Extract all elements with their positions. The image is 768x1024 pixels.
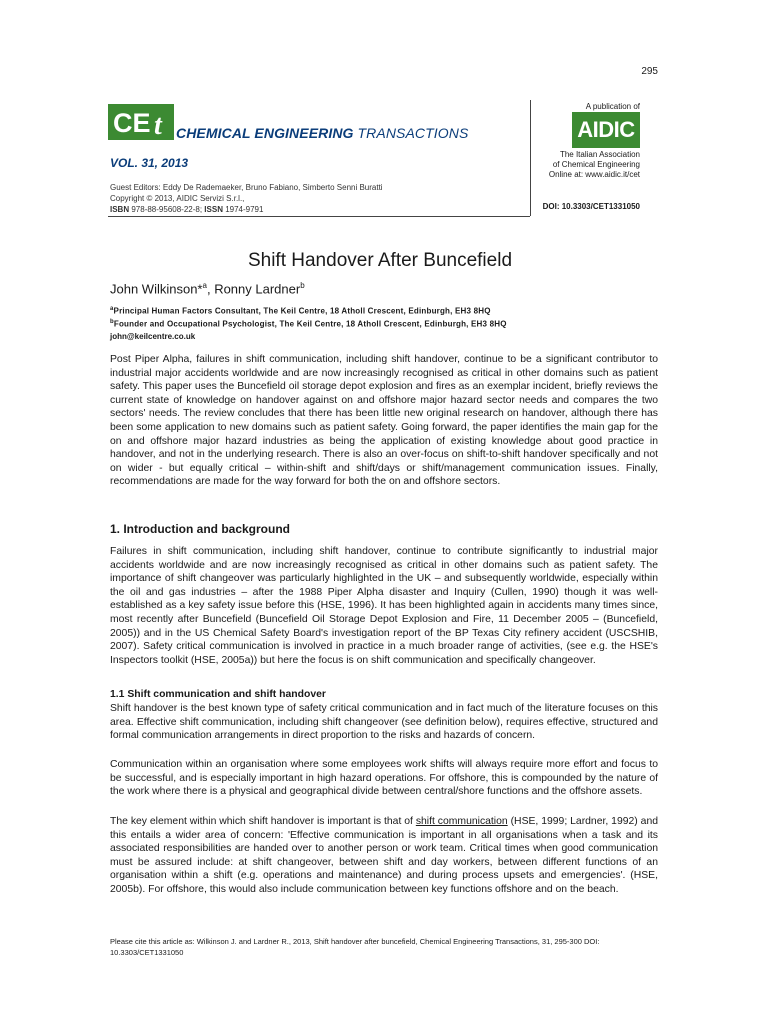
copyright-line: Copyright © 2013, AIDIC Servizi S.r.l., (110, 194, 245, 203)
shift-communication-term: shift communication (415, 816, 508, 827)
author-1: John Wilkinson* (110, 281, 203, 297)
cet-logo-text: CE (113, 108, 151, 138)
guest-editors: Guest Editors: Eddy De Rademaeker, Bruno Fabiano, Simberto Senni Buratti (110, 183, 383, 192)
cet-logo-accent: t (154, 110, 162, 140)
affiliation-b-text: Founder and Occupational Psychologist, The Keil Centre, 18 Atholl Crescent, Edinburgh, EH3 8HQ (113, 319, 507, 329)
publication-of-label: A publication of (585, 102, 640, 111)
paragraph-3-text-start: The key element within which shift handover is important is that of (110, 816, 416, 827)
author-2-affiliation-mark: b (300, 281, 305, 290)
page-number: 295 (641, 66, 658, 77)
affiliation-a (110, 306, 491, 316)
aidic-logo: AIDIC (572, 112, 640, 148)
affiliation-b (110, 319, 507, 329)
paragraph-3-text-rest: (HSE, 1999; Lardner, 1992) and this entails a wider area of concern: 'Effective communication is important in all organisations when a task and its associated responsibilities are handed over to another person or work team. Critical times when good communication must be assured include: at shift changeover, between shift and day workers, between different functions of an organisation within a shift (e.g. operations and maintenance) and during process upsets and emergencies'. (HSE, 2005b). For offshore, this would also include communication between key functions offshore and on the beach. (110, 816, 659, 895)
section-1-1-heading: 1.1 Shift communication and shift handover (110, 689, 326, 700)
author-1-affiliation-mark: a (202, 281, 207, 290)
issn-label: ISSN (204, 205, 223, 214)
isbn-issn-line (110, 205, 263, 214)
section-1-paragraph: Failures in shift communication, including shift handover, continue to contribute significantly to industrial major accidents worldwide and are now increasingly recognised as critical in other domains such as patient safety. The importance of shift changeover was particularly highlighted in the UK – and subsequently worldwide, especially within the oil and gas industries – after the 1988 Piper Alpha disaster and Inquiry (Cullen, 1990) though it was well-established as a key safety issue before this (HSE, 1996). It has been highlighted again in accidents many times since, most recently after Buncefield (Buncefield Oil Storage Depot Explosion and Fire, 11 December 2005 – (Buncefield, 2005)) and in the US Chemical Safety Board's investigation report of the BP Texas City refinery accident (USCSHIB, 2007). Safety critical communication is involved in practice in a much broader range of activities, (see e.g. the HSE's Inspectors toolkit (HSE, 2005a)) but here the focus is on shift communication and specifically changeover. (110, 546, 658, 666)
citation-footer: Please cite this article as: Wilkinson J. and Lardner R., 2013, Shift handover after buncefield, Chemical Engineering Transactions, 31, 295-300 DOI: 10.3303/CET1331050 (110, 937, 600, 957)
affiliation-a-mark: a (110, 306, 114, 312)
isbn-value: 978-88-95608-22-8; (129, 205, 205, 214)
header-divider (108, 216, 530, 217)
aidic-website-line: Online at: www.aidic.it/cet (548, 170, 640, 179)
cet-logo (108, 104, 174, 140)
authors-line (110, 281, 305, 296)
volume-label: VOL. 31, 2013 (110, 156, 189, 170)
section-1-1-paragraph-3 (110, 815, 658, 897)
author-2: Ronny Lardner (214, 281, 301, 297)
affiliation-b-mark: b (110, 319, 114, 325)
journal-name-part2: TRANSACTIONS (357, 125, 469, 141)
aidic-description-line2: of Chemical Engineering (552, 160, 640, 169)
journal-name (176, 125, 468, 141)
author-separator: , (206, 281, 215, 297)
section-1-1-paragraph-2: Communication within an organisation where some employees work shifts will always require more effort and focus to be successful, and is especially important in high hazard operations. For offshore, this is compounded by the nature of the work where there is a physical and geographical divide between central/shore functions and the offshore assets. (110, 759, 658, 798)
paper-title: Shift Handover After Buncefield (247, 250, 513, 271)
section-1-1-paragraph-1: Shift handover is the best known type of safety critical communication and in fact much of the literature focuses on this area. Effective shift communication, including shift changeover (see definition below), requires effective, structured and formal communication arrangements in direct proportion to the risks and hazards of concern. (110, 703, 658, 742)
aidic-description-line1: The Italian Association (559, 150, 640, 159)
journal-name-part1: CHEMICAL ENGINEERING (176, 125, 358, 141)
corresponding-email: john@keilcentre.co.uk (110, 332, 196, 341)
isbn-label: ISBN (110, 205, 130, 214)
affiliation-a-text: Principal Human Factors Consultant, The Keil Centre, 18 Atholl Crescent, Edinburgh, EH3 8HQ (113, 306, 491, 316)
issn-value: 1974-9791 (222, 205, 264, 214)
doi-label: DOI: 10.3303/CET1331050 (542, 202, 640, 211)
section-1-heading: 1. Introduction and background (110, 522, 290, 536)
abstract: Post Piper Alpha, failures in shift communication, including shift handover, continue to be a significant contributor to industrial major accidents worldwide and are now increasingly recognised as critical in other domains such as patient safety. This paper uses the Buncefield oil storage depot explosion and fires as an exemplar incident, briefly reviews the current state of knowledge on handover against on and offshore major hazard sector needs and compares the two sectors' needs. The review concludes that there has been little new original research on handover, although there has been some application to new domains such as patient safety. Going forward, the paper identifies the main gap for the on and offshore major hazard industries as being the application of existing knowledge about good practice in handover, and not in the underlying research. There is also an over-focus on shift-to-shift handover specifically and not on wider - but equally critical – within-shift and shift/days or shift/management communication issues. Finally, recommendations are made for the way forward for both the on and offshore sectors. (110, 354, 658, 488)
